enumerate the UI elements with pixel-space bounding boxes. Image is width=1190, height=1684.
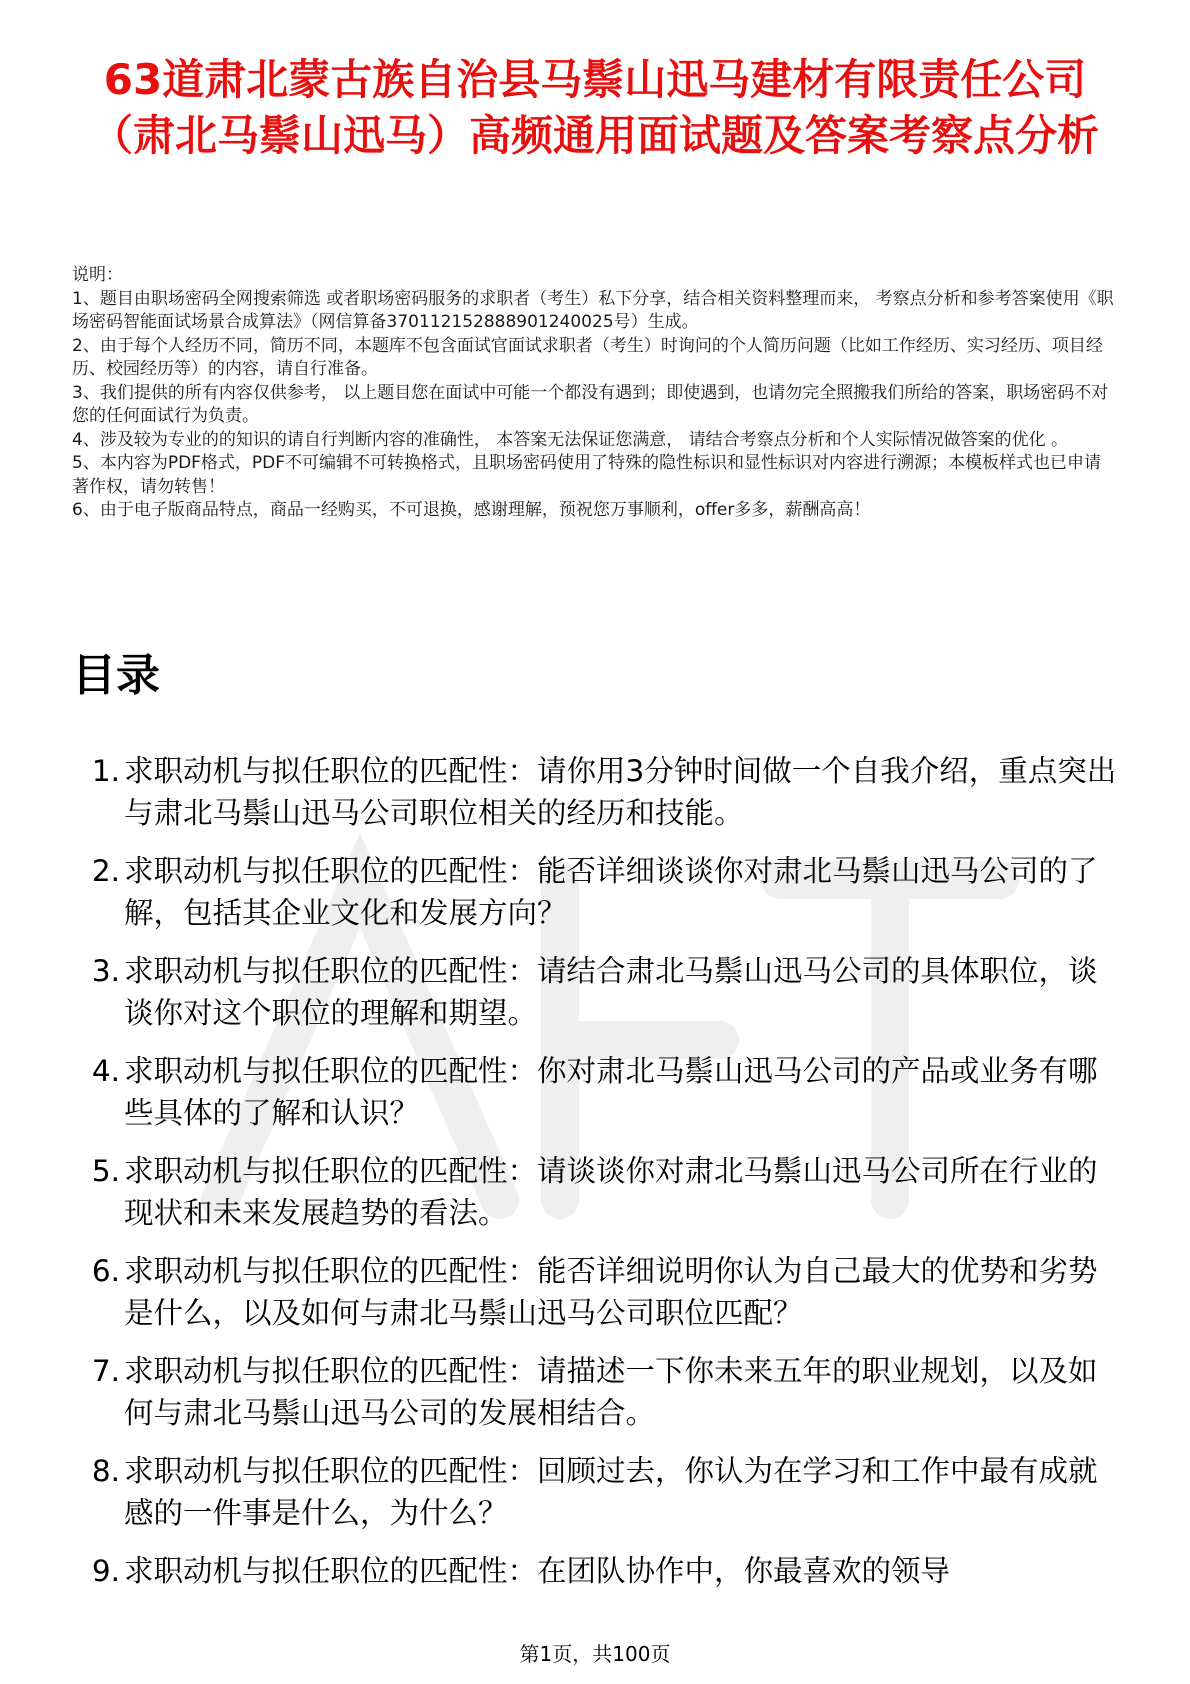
note-item: 3、我们提供的所有内容仅供参考， 以上题目您在面试中可能一个都没有遇到；即使遇到，也请勿完全照搬我们所给的答案，职场密码不对您的任何面试行为负责。 — [72, 382, 1109, 426]
toc-item[interactable] — [72, 1450, 1122, 1534]
toc-item[interactable] — [72, 950, 1122, 1034]
toc-item-text: 求职动机与拟任职位的匹配性：请描述一下你未来五年的职业规划，以及如何与肃北马鬃山迅马公司的发展相结合。 — [124, 1354, 1098, 1430]
toc-item[interactable] — [72, 850, 1122, 934]
toc-item-number: 4. — [91, 1054, 120, 1088]
toc-item[interactable] — [72, 1550, 1122, 1592]
note-item: 2、由于每个人经历不同，简历不同，本题库不包含面试官面试求职者（考生）时询问的个人简历问题（比如工作经历、实习经历、项目经历、校园经历等）的内容，请自行准备。 — [72, 335, 1103, 379]
toc-item-number: 6. — [91, 1254, 120, 1288]
note-item: 4、涉及较为专业的的知识的请自行判断内容的准确性， 本答案无法保证您满意， 请结合考察点分析和个人实际情况做答案的优化 。 — [72, 429, 1069, 450]
toc-item-number: 7. — [91, 1354, 120, 1388]
toc-item[interactable] — [72, 750, 1122, 834]
toc-item-number: 2. — [91, 854, 120, 888]
note-item: 1、题目由职场密码全网搜索筛选 或者职场密码服务的求职者（考生）私下分享，结合相关资料整理而来， 考察点分析和参考答案使用《职场密码智能面试场景合成算法》（网信算备370112152888901240025号）生成。 — [72, 288, 1114, 332]
toc-heading: 目录 — [72, 650, 160, 701]
toc-item-text: 求职动机与拟任职位的匹配性：回顾过去，你认为在学习和工作中最有成就感的一件事是什么，为什么？ — [124, 1454, 1098, 1530]
toc-item[interactable] — [72, 1250, 1122, 1334]
toc-item-text: 求职动机与拟任职位的匹配性：能否详细说明你认为自己最大的优势和劣势是什么，以及如何与肃北马鬃山迅马公司职位匹配？ — [124, 1254, 1098, 1330]
toc-item[interactable] — [72, 1150, 1122, 1234]
notes-section — [72, 264, 1118, 523]
toc-item-number: 9. — [91, 1554, 120, 1588]
page-footer: 第1页，共100页 — [519, 1642, 671, 1666]
toc-item-text: 求职动机与拟任职位的匹配性：能否详细谈谈你对肃北马鬃山迅马公司的了解，包括其企业文化和发展方向？ — [124, 854, 1098, 930]
toc-item-text: 求职动机与拟任职位的匹配性：请结合肃北马鬃山迅马公司的具体职位，谈谈你对这个职位的理解和期望。 — [124, 954, 1098, 1030]
toc-item-text: 求职动机与拟任职位的匹配性：请谈谈你对肃北马鬃山迅马公司所在行业的现状和未来发展趋势的看法。 — [124, 1154, 1098, 1230]
toc-item-text: 求职动机与拟任职位的匹配性：你对肃北马鬃山迅马公司的产品或业务有哪些具体的了解和认识？ — [124, 1054, 1098, 1130]
toc-item[interactable] — [72, 1350, 1122, 1434]
note-item: 6、由于电子版商品特点，商品一经购买，不可退换，感谢理解，预祝您万事顺利，offer多多，薪酬高高！ — [72, 500, 871, 520]
toc-item-number: 8. — [91, 1454, 120, 1488]
toc-item-number: 3. — [91, 954, 120, 988]
toc-item-text: 求职动机与拟任职位的匹配性：请你用3分钟时间做一个自我介绍，重点突出与肃北马鬃山迅马公司职位相关的经历和技能。 — [124, 754, 1117, 830]
note-item: 5、本内容为PDF格式，PDF不可编辑不可转换格式，且职场密码使用了特殊的隐性标识和显性标识对内容进行溯源；本模板样式也已申请著作权，请勿转售！ — [72, 453, 1102, 497]
toc-list — [72, 750, 1122, 1608]
document-title: 63道肃北蒙古族自治县马鬃山迅马建材有限责任公司（肃北马鬃山迅马）高频通用面试题及答案考察点分析 — [90, 55, 1099, 160]
toc-item[interactable] — [72, 1050, 1122, 1134]
toc-item-number: 5. — [91, 1154, 120, 1188]
toc-item-number: 1. — [91, 754, 120, 788]
toc-item-text: 求职动机与拟任职位的匹配性：在团队协作中，你最喜欢的领导 — [124, 1554, 951, 1588]
notes-heading: 说明： — [72, 265, 123, 285]
